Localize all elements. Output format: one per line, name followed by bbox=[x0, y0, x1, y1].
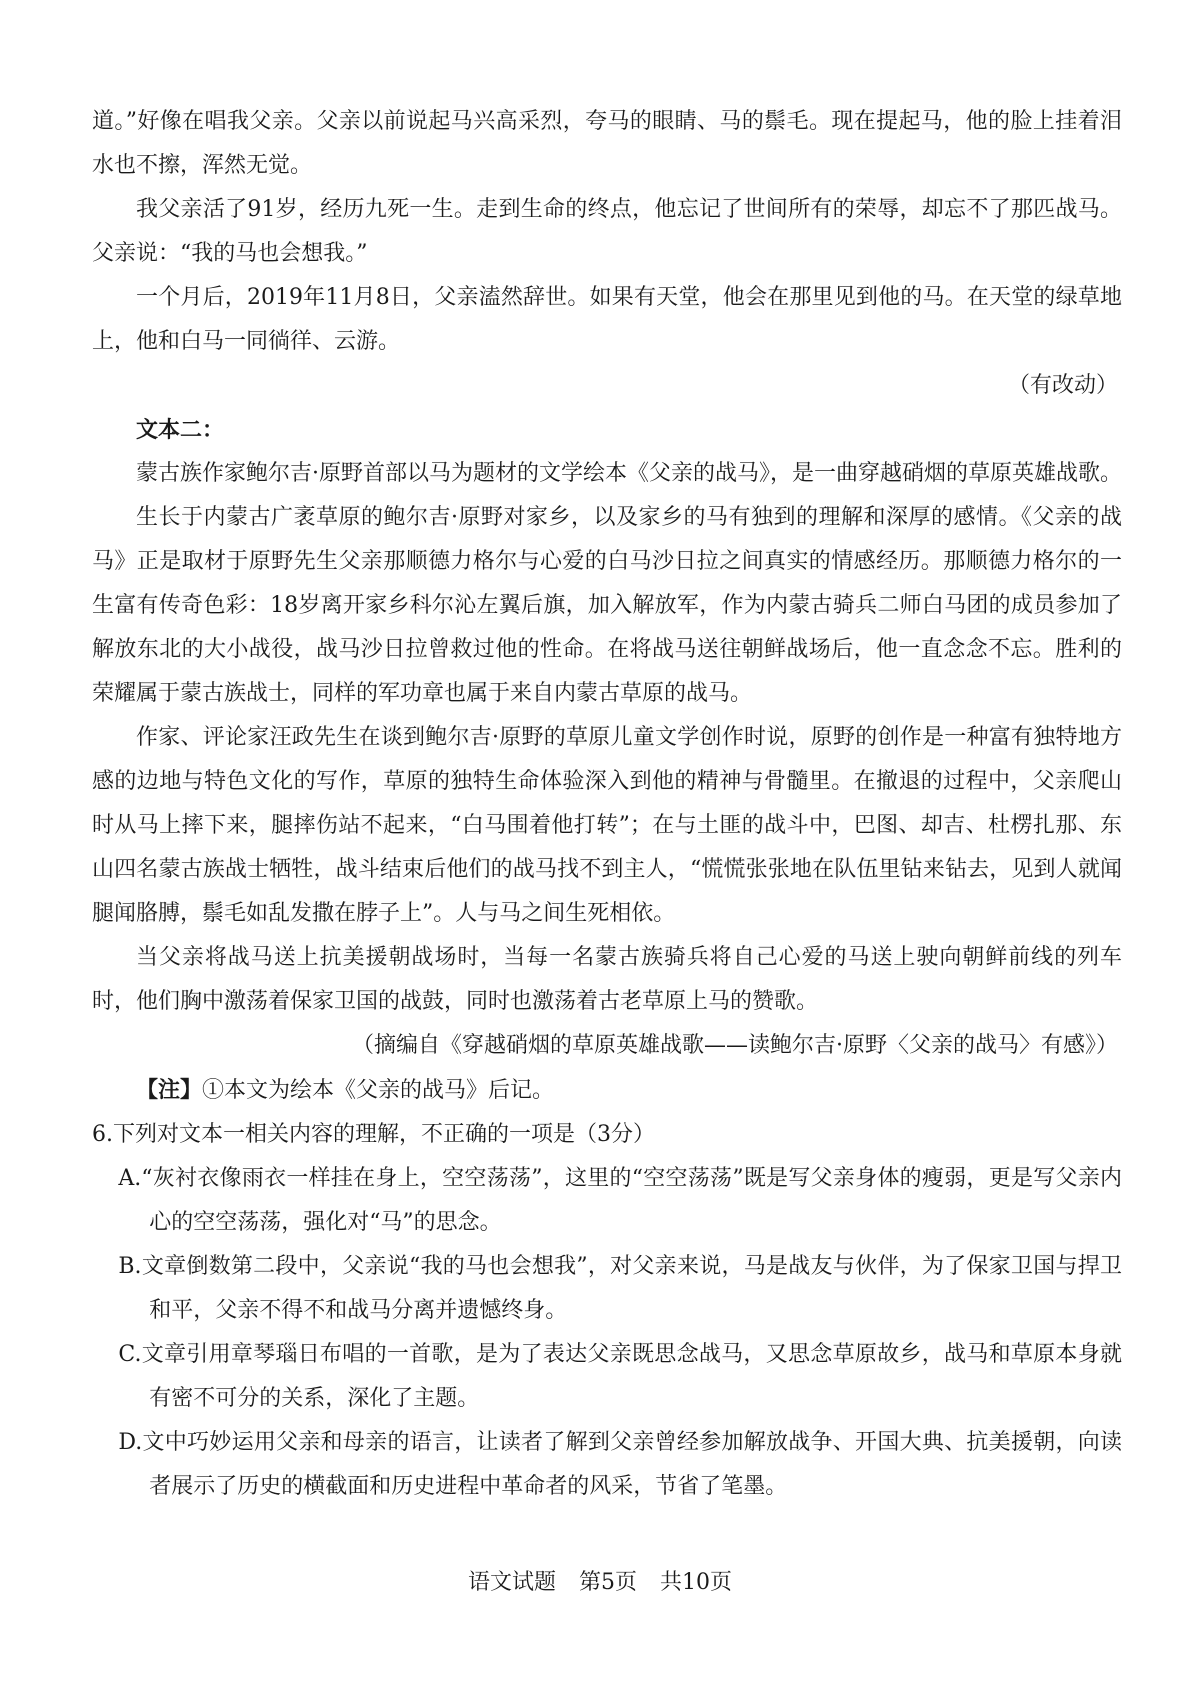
annotation-note bbox=[92, 1068, 1122, 1113]
text2-paragraph: 蒙古族作家鲍尔吉·原野首部以马为题材的文学绘本《父亲的战马》，是一曲穿越硝烟的草原英雄战歌。 bbox=[136, 461, 1122, 486]
note-text: ①本文为绘本《父亲的战马》后记。 bbox=[202, 1078, 555, 1103]
text2-paragraph: 作家、评论家汪政先生在谈到鲍尔吉·原野的草原儿童文学创作时说，原野的创作是一种富有独特地方感的边地与特色文化的写作，草原的独特生命体验深入到他的精神与骨髓里。在撤退的过程中，父亲爬山时从马上摔下来，腿摔伤站不起来，“白马围着他打转”；在与土匪的战斗中，巴图、却吉、杜楞扎那、东山四名蒙古族战士牺牲，战斗结束后他们的战马找不到主人，“慌慌张张地在队伍里钻来钻去，见到人就闻腿闻胳膊，鬃毛如乱发撒在脖子上”。人与马之间生死相依。 bbox=[92, 725, 1122, 926]
question-6-option-d: D.文中巧妙运用父亲和母亲的语言，让读者了解到父亲曾经参加解放战争、开国大典、抗美援朝，向读者展示了历史的横截面和历史进程中革命者的风采，节省了笔墨。 bbox=[118, 1430, 1122, 1499]
text2-paragraph: 生长于内蒙古广袤草原的鲍尔吉·原野对家乡，以及家乡的马有独到的理解和深厚的感情。《父亲的战马》正是取材于原野先生父亲那顺德力格尔与心爱的白马沙日拉之间真实的情感经历。那顺德力格尔的一生富有传奇色彩：18岁离开家乡科尔沁左翼后旗，加入解放军，作为内蒙古骑兵二师白马团的成员参加了解放东北的大小战役，战马沙日拉曾救过他的性命。在将战马送往朝鲜战场后，他一直念念不忘。胜利的荣耀属于蒙古族战士，同样的军功章也属于来自内蒙古草原的战马。 bbox=[92, 505, 1122, 706]
revised-note: （有改动） bbox=[1007, 373, 1118, 398]
footer-subject: 语文试题 bbox=[467, 1570, 556, 1595]
text1-paragraph: 一个月后，2019年11月8日，父亲溘然辞世。如果有天堂，他会在那里见到他的马。在天堂的绿草地上，他和白马一同徜徉、云游。 bbox=[92, 285, 1122, 354]
text2-paragraph: 当父亲将战马送上抗美援朝战场时，当每一名蒙古族骑兵将自己心爱的马送上驶向朝鲜前线的列车时，他们胸中激荡着保家卫国的战鼓，同时也激荡着古老草原上马的赞歌。 bbox=[92, 945, 1122, 1014]
text1-paragraph-continued: 道。”好像在唱我父亲。父亲以前说起马兴高采烈，夸马的眼睛、马的鬃毛。现在提起马，他的脸上挂着泪水也不擦，浑然无觉。 bbox=[92, 109, 1122, 178]
question-6-option-b: B.文章倒数第二段中，父亲说“我的马也会想我”，对父亲来说，马是战友与伙伴，为了保家卫国与捍卫和平，父亲不得不和战马分离并遗憾终身。 bbox=[118, 1254, 1122, 1323]
page-content bbox=[92, 100, 1122, 1509]
note-mark: 【注】 bbox=[136, 1077, 203, 1103]
text1-paragraph: 我父亲活了91岁，经历九死一生。走到生命的终点，他忘记了世间所有的荣辱，却忘不了那匹战马。父亲说：“我的马也会想我。” bbox=[92, 197, 1122, 266]
source-citation: （摘编自《穿越硝烟的草原英雄战歌——读鲍尔吉·原野〈父亲的战马〉有感》） bbox=[352, 1033, 1118, 1058]
question-6-option-c: C.文章引用章琴瑙日布唱的一首歌，是为了表达父亲既思念战马，又思念草原故乡，战马和草原本身就有密不可分的关系，深化了主题。 bbox=[118, 1342, 1122, 1411]
question-6-option-a: A.“灰衬衣像雨衣一样挂在身上，空空荡荡”，这里的“空空荡荡”既是写父亲身体的瘦弱，更是写父亲内心的空空荡荡，强化对“马”的思念。 bbox=[118, 1166, 1122, 1235]
page-footer bbox=[0, 1567, 1200, 1599]
text2-heading: 文本二： bbox=[136, 417, 225, 443]
question-6-stem: 6.下列对文本一相关内容的理解，不正确的一项是（3分） bbox=[92, 1122, 655, 1147]
footer-page-number: 第5页 bbox=[579, 1570, 637, 1595]
footer-total-pages: 共10页 bbox=[660, 1570, 732, 1595]
